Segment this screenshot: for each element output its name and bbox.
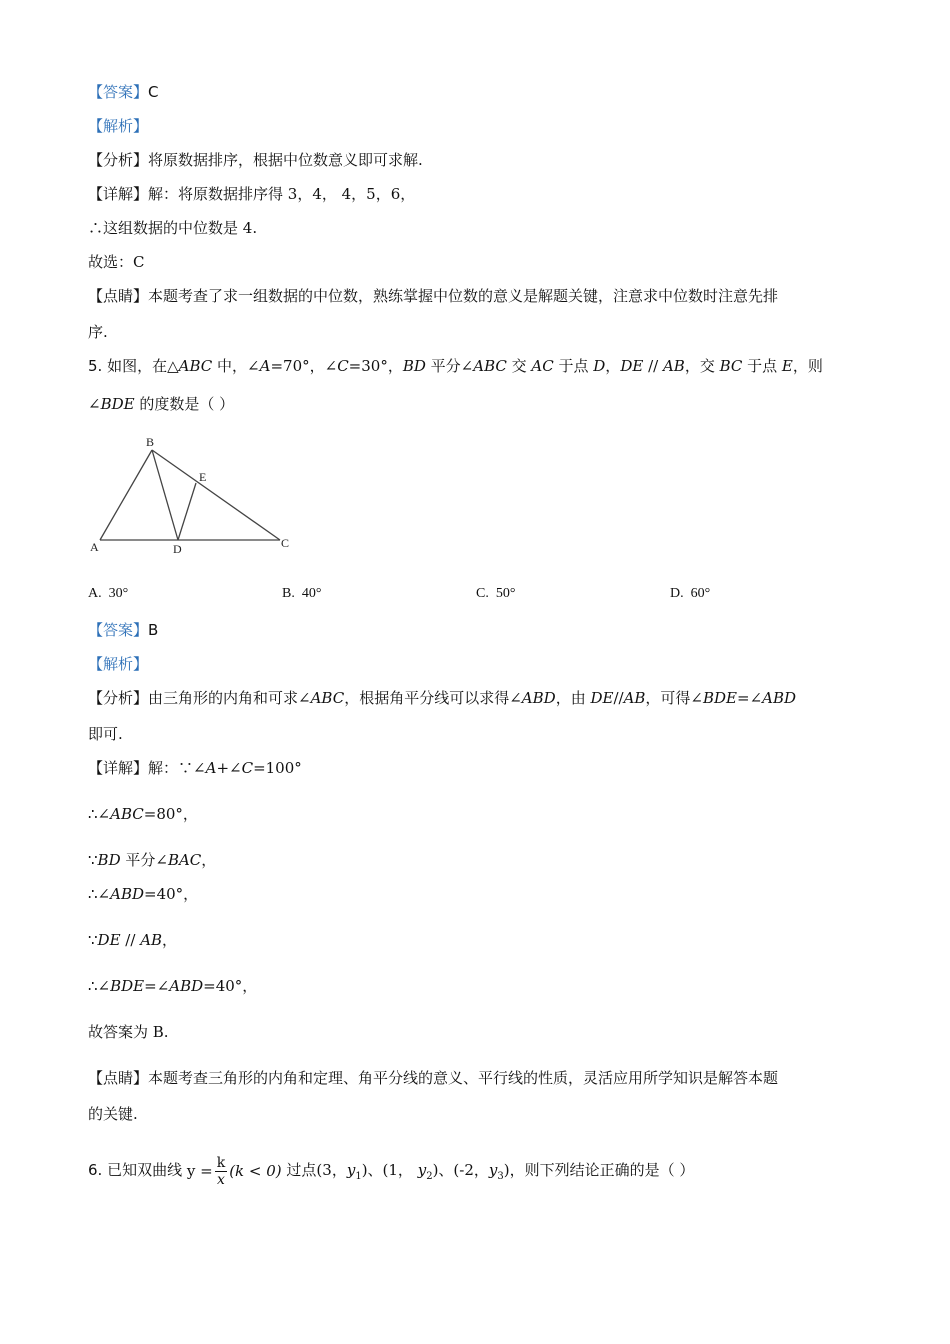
question-number: 5. <box>88 357 103 375</box>
option-b[interactable] <box>282 586 321 602</box>
text: 由三角形的内角和可求∠ <box>148 689 311 707</box>
option-letter: A. <box>88 586 102 601</box>
step-5 <box>88 976 257 996</box>
label-d: D <box>173 542 182 556</box>
answer-line-4 <box>88 82 159 102</box>
text: 解：∵∠ <box>148 759 206 777</box>
text: =40°， <box>144 885 199 903</box>
fenxi-text: 将原数据排序，根据中位数意义即可求解. <box>148 151 423 169</box>
option-c[interactable] <box>476 586 515 602</box>
text: // <box>120 931 141 949</box>
var: BDE <box>703 689 737 707</box>
option-letter: D. <box>670 586 684 601</box>
numerator: k <box>216 1154 226 1171</box>
var: ABD <box>762 689 797 707</box>
condition: (k < 0) <box>229 1162 282 1180</box>
fenxi-label: 【分析】 <box>88 689 149 707</box>
text: +∠ <box>216 759 242 777</box>
label-c: C <box>281 536 290 550</box>
text: 交 <box>506 357 532 375</box>
dianjing-line-4 <box>88 286 778 306</box>
dianjing-label: 【点睛】 <box>88 1069 149 1087</box>
text: ，则 <box>792 357 823 375</box>
text: ∴∠ <box>88 805 111 823</box>
segment-bc <box>152 450 280 540</box>
step-4 <box>88 930 177 950</box>
var: C <box>337 357 349 375</box>
var: ABD <box>110 885 145 903</box>
therefore-line: ∴这组数据的中位数是 4. <box>88 219 258 237</box>
var: C <box>241 759 254 777</box>
text: =∠ <box>737 689 763 707</box>
formula-lhs: y = <box>186 1162 213 1180</box>
step-2 <box>88 850 216 870</box>
answer-value: B <box>148 621 159 639</box>
text: 已知双曲线 <box>107 1161 183 1179</box>
text: ，根据角平分线可以求得∠ <box>344 689 522 707</box>
var: A <box>205 759 217 777</box>
var: BC <box>719 357 743 375</box>
question-5-line-1 <box>88 356 823 376</box>
var: DE <box>620 357 644 375</box>
text: )、(-2， <box>432 1161 489 1179</box>
text: =100° <box>253 759 302 777</box>
var: A <box>259 357 271 375</box>
xiangjie-label: 【详解】 <box>88 759 149 777</box>
var: E <box>781 357 793 375</box>
var: ABC <box>178 357 213 375</box>
text: 于点 <box>742 357 782 375</box>
xiangjie-label: 【详解】 <box>88 185 149 203</box>
text: ∴∠ <box>88 885 111 903</box>
text: 过点(3， <box>286 1161 347 1179</box>
option-a[interactable] <box>88 586 128 602</box>
text: ， <box>162 931 178 949</box>
option-value: 60° <box>690 586 711 601</box>
text: ，由 <box>555 689 591 707</box>
text: // <box>613 689 624 707</box>
var: BD <box>97 851 121 869</box>
answer-line-5 <box>88 620 158 640</box>
label-a: A <box>90 540 99 554</box>
analysis-label: 【解析】 <box>88 655 149 673</box>
option-value: 40° <box>301 586 322 601</box>
var: AB <box>662 357 685 375</box>
text: =∠ <box>144 977 170 995</box>
question-6-line <box>88 1150 694 1197</box>
text: ∴∠ <box>88 977 111 995</box>
text: =80°， <box>143 805 198 823</box>
var: y <box>346 1161 356 1179</box>
dianjing-line-5b: 的关键. <box>88 1105 138 1123</box>
subscript: 3 <box>497 1171 504 1182</box>
xiangjie-text: 解：将原数据排序得 3，4， 4，5，6， <box>148 185 416 203</box>
text: ，交 <box>684 357 720 375</box>
subscript: 2 <box>426 1171 433 1182</box>
text: =70°，∠ <box>270 357 338 375</box>
var: ABD <box>521 689 556 707</box>
var: AC <box>531 357 554 375</box>
text: ，可得∠ <box>645 689 703 707</box>
dianjing-line-5 <box>88 1068 778 1088</box>
dianjing-text: 本题考查了求一组数据的中位数，熟练掌握中位数的意义是解题关键，注意求中位数时注意先排 <box>148 287 779 305</box>
var: y <box>417 1161 427 1179</box>
choose-line: 故选：C <box>88 253 145 271</box>
fraction <box>215 1155 227 1188</box>
text: 的度数是（ ） <box>134 395 235 413</box>
text: 如图，在△ <box>107 357 179 375</box>
text: 于点 <box>553 357 594 375</box>
xiangjie-line-5 <box>88 758 302 778</box>
fenxi-label: 【分析】 <box>88 151 149 169</box>
var: ABC <box>310 689 345 707</box>
text: 中，∠ <box>212 357 260 375</box>
fenxi-line-4 <box>88 150 423 170</box>
var: DE <box>97 931 121 949</box>
segment-ab <box>100 450 152 540</box>
text: ， <box>201 851 217 869</box>
segment-bd <box>152 450 178 540</box>
text: ∵ <box>88 931 98 949</box>
text: ∵ <box>88 851 98 869</box>
final-answer: 故答案为 B. <box>88 1023 169 1041</box>
triangle-figure <box>88 432 308 557</box>
label-e: E <box>199 470 207 484</box>
text: // <box>643 357 663 375</box>
var: ABD <box>169 977 204 995</box>
angle-sign: ∠ <box>88 395 101 413</box>
segment-de <box>178 483 196 540</box>
var: DE <box>590 689 614 707</box>
var: BDE <box>100 395 135 413</box>
var: AB <box>140 931 163 949</box>
text: =30°， <box>348 357 403 375</box>
option-letter: B. <box>282 586 295 601</box>
step-3 <box>88 884 198 904</box>
text: ， <box>605 357 621 375</box>
question-5-line-2 <box>88 394 234 414</box>
text: 平分∠ <box>120 851 168 869</box>
xiangjie-line-4 <box>88 184 415 204</box>
option-letter: C. <box>476 586 489 601</box>
option-value: 50° <box>495 586 516 601</box>
fenxi-line-5 <box>88 688 796 708</box>
var: BD <box>402 357 426 375</box>
dianjing-line-4b: 序. <box>88 323 108 341</box>
label-b: B <box>146 435 155 449</box>
var: BAC <box>167 851 202 869</box>
option-d[interactable] <box>670 586 710 602</box>
subscript: 1 <box>355 1171 362 1182</box>
answer-label: 【答案】 <box>88 621 149 639</box>
step-1 <box>88 804 198 824</box>
var: AB <box>623 689 646 707</box>
question-number: 6. <box>88 1161 103 1179</box>
answer-label: 【答案】 <box>88 83 149 101</box>
fenxi-line-5b: 即可. <box>88 725 123 743</box>
dianjing-label: 【点睛】 <box>88 287 149 305</box>
var: ABC <box>473 357 507 375</box>
text: )、(1， <box>361 1161 418 1179</box>
text: 平分∠ <box>425 357 474 375</box>
text: =40°， <box>203 977 258 995</box>
option-value: 30° <box>108 586 129 601</box>
text: 本题考查三角形的内角和定理、角平分线的意义、平行线的性质，灵活应用所学知识是解答本题 <box>148 1069 779 1087</box>
text: )，则下列结论正确的是（ ） <box>503 1161 695 1179</box>
answer-value: C <box>148 83 159 101</box>
var: y <box>488 1161 498 1179</box>
var: BDE <box>110 977 145 995</box>
analysis-label: 【解析】 <box>88 117 149 135</box>
denominator: x <box>216 1171 225 1188</box>
var: ABC <box>110 805 144 823</box>
var: D <box>593 357 606 375</box>
